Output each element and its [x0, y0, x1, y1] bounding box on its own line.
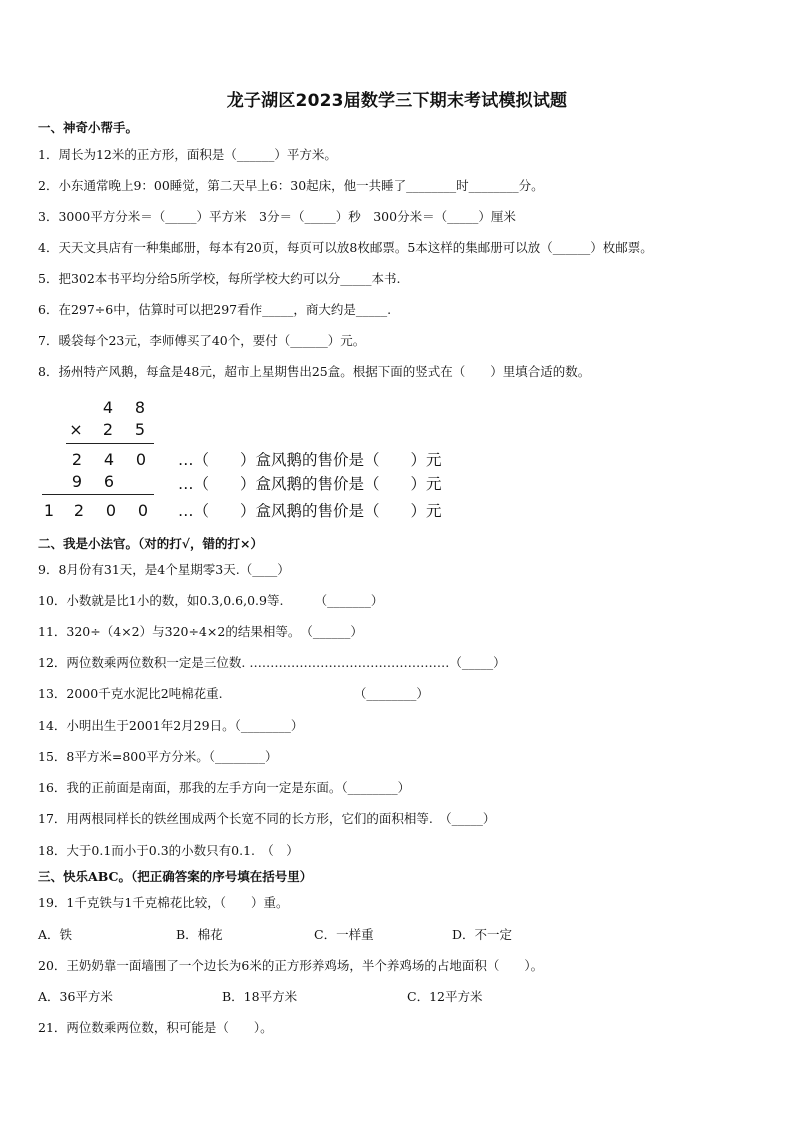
- calc-digit: 2: [102, 420, 114, 439]
- question-12: 12．两位数乘两位数积一定是三位数. …………………………………………（_____）: [38, 655, 506, 670]
- calc-digit: 8: [134, 398, 146, 417]
- calc-times-sign: ×: [69, 420, 83, 439]
- option-20-a: A．36平方米: [38, 989, 113, 1004]
- question-4: 4．天天文具店有一种集邮册，每本有20页，每页可以放8枚邮票。5本这样的集邮册可以放（______）枚邮票。: [38, 240, 653, 255]
- option-19-c: C．一样重: [314, 927, 374, 942]
- question-11: 11．320÷（4×2）与320÷4×2的结果相等。 （______）: [38, 624, 363, 639]
- question-19: 19．1千克铁与1千克棉花比较，（ ）重。: [38, 895, 289, 910]
- calc-digit: 5: [134, 420, 146, 439]
- question-5: 5．把302本书平均分给5所学校，每所学校大约可以分_____本书.: [38, 271, 401, 286]
- calc-digit: 0: [137, 501, 149, 520]
- question-13: 13．2000千克水泥比2吨棉花重. （________）: [38, 686, 429, 701]
- page-title: 龙子湖区2023届数学三下期末考试模拟试题: [226, 91, 568, 111]
- calc-digit: 6: [103, 472, 115, 491]
- section-heading-3: 三、快乐ABC。（把正确答案的序号填在括号里）: [38, 869, 313, 884]
- option-20-b: B．18平方米: [222, 989, 298, 1004]
- question-16: 16．我的正前面是南面，那我的左手方向一定是东面。（________）: [38, 780, 411, 795]
- question-8: 8．扬州特产风鹅，每盒是48元，超市上星期售出25盒。根据下面的竖式在（ ）里填合适的数。: [38, 364, 591, 379]
- question-2: 2．小东通常晚上9：00睡觉，第二天早上6：30起床，他一共睡了________时________分。: [38, 178, 544, 193]
- calc-rule-bottom: [42, 494, 154, 495]
- question-21: 21．两位数乘两位数，积可能是（ ）。: [38, 1020, 273, 1035]
- option-19-d: D．不一定: [452, 927, 513, 942]
- calc-digit: 4: [102, 398, 114, 417]
- question-9: 9．8月份有31天，是4个星期零3天.（____）: [38, 562, 290, 577]
- calc-digit: 4: [103, 450, 115, 469]
- question-3: 3．3000平方分米＝（_____）平方米 3分＝（_____）秒 300分米＝（_____）厘米: [38, 209, 516, 224]
- calc-note-1: …（ ）盒风鹅的售价是（ ）元: [178, 451, 442, 469]
- question-18: 18．大于0.1而小于0.3的小数只有0.1. （ ）: [38, 843, 299, 858]
- calc-digit: 0: [135, 450, 147, 469]
- calc-digit: 0: [105, 501, 117, 520]
- question-10: 10．小数就是比1小的数，如0.3,0.6,0.9等. （_______）: [38, 593, 384, 608]
- calc-note-3: …（ ）盒风鹅的售价是（ ）元: [178, 502, 442, 520]
- calc-note-2: …（ ）盒风鹅的售价是（ ）元: [178, 475, 442, 493]
- question-15: 15．8平方米=800平方分米。（________）: [38, 749, 278, 764]
- question-7: 7．暖袋每个23元，李师傅买了40个，要付（______）元。: [38, 333, 366, 348]
- calc-digit: 9: [71, 472, 83, 491]
- section-heading-2: 二、我是小法官。（对的打√，错的打×）: [38, 536, 263, 551]
- calc-digit: 2: [73, 501, 85, 520]
- question-6: 6．在297÷6中，估算时可以把297看作_____，商大约是_____.: [38, 302, 392, 317]
- question-17: 17．用两根同样长的铁丝围成两个长宽不同的长方形，它们的面积相等. （_____）: [38, 811, 496, 826]
- question-1: 1．周长为12米的正方形，面积是（______）平方米。: [38, 147, 337, 162]
- vertical-multiplication: [38, 392, 498, 526]
- section-heading-1: 一、神奇小帮手。: [38, 120, 139, 135]
- option-19-b: B．棉花: [176, 927, 223, 942]
- calc-digit: 1: [43, 501, 55, 520]
- question-20: 20．王奶奶靠一面墙围了一个边长为6米的正方形养鸡场，半个养鸡场的占地面积（ ）。: [38, 958, 544, 973]
- option-20-c: C．12平方米: [407, 989, 483, 1004]
- calc-rule-top: [66, 443, 154, 444]
- option-19-a: A．铁: [38, 927, 73, 942]
- question-14: 14．小明出生于2001年2月29日。（________）: [38, 718, 304, 733]
- calc-digit: 2: [71, 450, 83, 469]
